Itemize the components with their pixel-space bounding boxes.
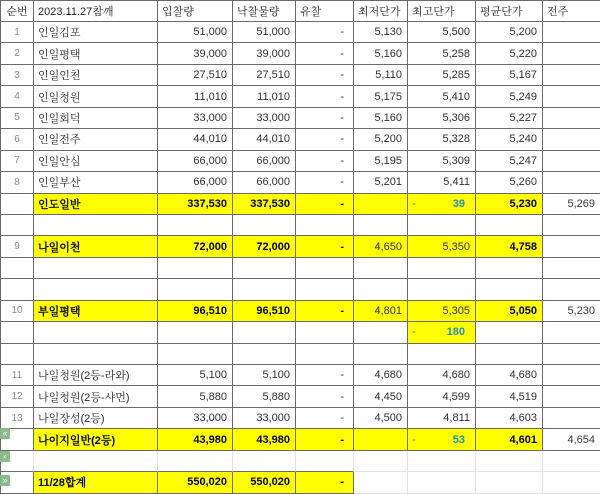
cell-no[interactable]: 7	[1, 151, 34, 172]
difference-value	[408, 198, 470, 210]
cell-bid[interactable]: 44,010	[158, 129, 233, 150]
cell-name[interactable]: 부일평택	[34, 301, 158, 322]
cell-bid[interactable]: 96,510	[158, 301, 233, 322]
cell-fail[interactable]	[296, 344, 354, 365]
cell-prev[interactable]	[543, 65, 600, 86]
cell-bid[interactable]: 39,000	[158, 43, 233, 64]
table-row	[1, 301, 600, 322]
table-row	[1, 365, 600, 386]
cell-prev[interactable]	[543, 108, 600, 129]
cell-prev[interactable]	[543, 151, 600, 172]
cell-max[interactable]: 4,811	[408, 408, 476, 429]
cell-fail[interactable]: -	[296, 429, 354, 450]
cell-prev[interactable]	[543, 472, 600, 493]
cell-bid[interactable]: 337,530	[158, 194, 233, 215]
cell-no[interactable]: 11	[1, 365, 34, 386]
cell-no[interactable]	[1, 279, 34, 300]
cell-bid[interactable]: 66,000	[158, 172, 233, 193]
cell-avg[interactable]: 5,240	[476, 129, 543, 150]
cell-fail[interactable]: -	[296, 129, 354, 150]
table-row	[1, 194, 600, 215]
cell-prev[interactable]: 5,269	[543, 194, 600, 215]
minus-sign: -	[412, 197, 416, 210]
cell-bid[interactable]	[158, 451, 233, 472]
cell-name[interactable]: 나일이천	[34, 236, 158, 257]
cell-avg[interactable]: 4,603	[476, 408, 543, 429]
cell-bid[interactable]	[158, 322, 233, 343]
cell-bid[interactable]: 33,000	[158, 408, 233, 429]
cell-name[interactable]: 인일전주	[34, 129, 158, 150]
cell-max[interactable]	[408, 258, 476, 279]
table-row	[1, 472, 600, 493]
cell-won[interactable]: 44,010	[233, 129, 296, 150]
cell-won[interactable]	[233, 322, 296, 343]
cell-won[interactable]: 66,000	[233, 172, 296, 193]
cell-min[interactable]: 4,801	[354, 301, 408, 322]
cell-avg[interactable]	[476, 344, 543, 365]
cell-bid[interactable]: 43,980	[158, 429, 233, 450]
cell-min[interactable]: 5,160	[354, 108, 408, 129]
cell-prev[interactable]: 5,230	[543, 301, 600, 322]
cell-avg[interactable]: 5,167	[476, 65, 543, 86]
cell-avg[interactable]: 5,050	[476, 301, 543, 322]
header-won[interactable]: 낙찰물량	[233, 1, 296, 22]
cell-name[interactable]	[34, 451, 158, 472]
outline-marker-icon[interactable]: «	[0, 428, 10, 439]
cell-fail[interactable]	[296, 279, 354, 300]
cell-name[interactable]: 인일회덕	[34, 108, 158, 129]
cell-won[interactable]	[233, 258, 296, 279]
cell-min[interactable]	[354, 258, 408, 279]
cell-avg[interactable]	[476, 279, 543, 300]
cell-min[interactable]	[354, 279, 408, 300]
cell-won[interactable]: 43,980	[233, 429, 296, 450]
cell-min[interactable]: 5,130	[354, 22, 408, 43]
cell-name[interactable]: 인일김포	[34, 22, 158, 43]
cell-no[interactable]	[1, 344, 34, 365]
table-row	[1, 86, 600, 107]
cell-prev[interactable]	[543, 258, 600, 279]
cell-min[interactable]: 5,160	[354, 43, 408, 64]
table-row	[1, 22, 600, 43]
cell-fail[interactable]	[296, 215, 354, 236]
table-row	[1, 451, 600, 472]
cell-fail[interactable]: -	[296, 108, 354, 129]
cell-no[interactable]	[1, 258, 34, 279]
cell-prev[interactable]	[543, 86, 600, 107]
header-min[interactable]: 최저단가	[354, 1, 408, 22]
cell-min[interactable]: 4,450	[354, 386, 408, 407]
cell-prev[interactable]	[543, 322, 600, 343]
cell-won[interactable]	[233, 215, 296, 236]
cell-bid[interactable]	[158, 215, 233, 236]
cell-won[interactable]	[233, 451, 296, 472]
cell-fail[interactable]: -	[296, 365, 354, 386]
header-name[interactable]: 2023.11.27참깨	[34, 1, 158, 22]
cell-fail[interactable]	[296, 258, 354, 279]
header-max[interactable]: 최고단가	[408, 1, 476, 22]
difference-value	[408, 434, 470, 446]
cell-bid[interactable]: 5,100	[158, 365, 233, 386]
table-row	[1, 65, 600, 86]
cell-avg[interactable]: 4,758	[476, 236, 543, 257]
cell-max[interactable]: 5,309	[408, 151, 476, 172]
cell-won[interactable]: 66,000	[233, 151, 296, 172]
cell-prev[interactable]	[543, 172, 600, 193]
minus-sign: -	[412, 326, 416, 339]
cell-bid[interactable]	[158, 258, 233, 279]
cell-prev[interactable]	[543, 344, 600, 365]
outline-marker-icon[interactable]: »	[0, 475, 10, 486]
cell-min[interactable]: 4,650	[354, 236, 408, 257]
cell-min[interactable]: 5,201	[354, 172, 408, 193]
cell-avg[interactable]	[476, 322, 543, 343]
cell-min[interactable]	[354, 215, 408, 236]
difference-number: 180	[446, 326, 465, 339]
cell-no[interactable]: 5	[1, 108, 34, 129]
cell-bid[interactable]: 33,000	[158, 108, 233, 129]
cell-max[interactable]: 5,258	[408, 43, 476, 64]
cell-no[interactable]: 9	[1, 236, 34, 257]
cell-fail[interactable]	[296, 322, 354, 343]
cell-won[interactable]: 72,000	[233, 236, 296, 257]
cell-max[interactable]	[408, 215, 476, 236]
cell-prev[interactable]	[543, 365, 600, 386]
cell-won[interactable]: 27,510	[233, 65, 296, 86]
cell-bid[interactable]: 66,000	[158, 151, 233, 172]
cell-fail[interactable]: -	[296, 236, 354, 257]
cell-min[interactable]: 4,500	[354, 408, 408, 429]
cell-won[interactable]	[233, 279, 296, 300]
table-row	[1, 236, 600, 257]
cell-min[interactable]	[354, 344, 408, 365]
cell-no[interactable]: 6	[1, 129, 34, 150]
cell-min[interactable]: 5,195	[354, 151, 408, 172]
cell-max[interactable]: 5,350	[408, 236, 476, 257]
cell-name[interactable]	[34, 279, 158, 300]
cell-bid[interactable]: 27,510	[158, 65, 233, 86]
header-row	[1, 1, 600, 22]
cell-won[interactable]: 550,020	[233, 472, 296, 493]
table-row	[1, 108, 600, 129]
outline-marker-icon[interactable]: ‹	[0, 451, 10, 462]
cell-name[interactable]: 인일평택	[34, 43, 158, 64]
cell-max[interactable]	[408, 344, 476, 365]
minus-sign: -	[412, 433, 416, 446]
cell-name[interactable]: 인일부산	[34, 172, 158, 193]
table-row	[1, 279, 600, 300]
table-row	[1, 258, 600, 279]
cell-bid[interactable]	[158, 279, 233, 300]
cell-won[interactable]: 51,000	[233, 22, 296, 43]
cell-name[interactable]	[34, 258, 158, 279]
cell-bid[interactable]	[158, 344, 233, 365]
cell-won[interactable]	[233, 344, 296, 365]
cell-no[interactable]	[1, 194, 34, 215]
header-no[interactable]: 순번	[1, 1, 34, 22]
cell-no[interactable]	[1, 322, 34, 343]
cell-prev[interactable]	[543, 408, 600, 429]
cell-avg[interactable]	[476, 472, 543, 493]
cell-name[interactable]	[34, 344, 158, 365]
cell-bid[interactable]: 5,880	[158, 386, 233, 407]
cell-max[interactable]: 5,306	[408, 108, 476, 129]
cell-prev[interactable]	[543, 22, 600, 43]
cell-max[interactable]: 5,411	[408, 172, 476, 193]
difference-number: 53	[452, 433, 465, 446]
cell-max[interactable]: 5,285	[408, 65, 476, 86]
cell-min[interactable]	[354, 194, 408, 215]
cell-min[interactable]	[354, 451, 408, 472]
cell-max[interactable]: 5,500	[408, 22, 476, 43]
cell-bid[interactable]: 550,020	[158, 472, 233, 493]
cell-name[interactable]	[34, 322, 158, 343]
cell-avg[interactable]: 5,260	[476, 172, 543, 193]
cell-bid[interactable]: 51,000	[158, 22, 233, 43]
cell-avg[interactable]: 4,680	[476, 365, 543, 386]
cell-min[interactable]	[354, 472, 408, 493]
difference-number: 39	[452, 197, 465, 210]
cell-avg[interactable]: 5,227	[476, 108, 543, 129]
cell-max[interactable]	[408, 472, 476, 493]
table-row	[1, 172, 600, 193]
table-row	[1, 129, 600, 150]
cell-min[interactable]: 5,110	[354, 65, 408, 86]
table-row	[1, 344, 600, 365]
cell-no[interactable]: 1	[1, 22, 34, 43]
cell-prev[interactable]	[543, 215, 600, 236]
table-row	[1, 151, 600, 172]
cell-avg[interactable]: 5,220	[476, 43, 543, 64]
cell-avg[interactable]: 4,519	[476, 386, 543, 407]
cell-fail[interactable]: -	[296, 408, 354, 429]
cell-max[interactable]: 5,305	[408, 301, 476, 322]
table-row	[1, 386, 600, 407]
cell-no[interactable]: 12	[1, 386, 34, 407]
cell-no[interactable]: 4	[1, 86, 34, 107]
cell-won[interactable]: 5,880	[233, 386, 296, 407]
cell-avg[interactable]: 5,200	[476, 22, 543, 43]
cell-won[interactable]: 337,530	[233, 194, 296, 215]
cell-no[interactable]	[1, 215, 34, 236]
table-row	[1, 43, 600, 64]
cell-name[interactable]: 나일장성(2등)	[34, 408, 158, 429]
table-row	[1, 215, 600, 236]
cell-no[interactable]: 10	[1, 301, 34, 322]
cell-avg[interactable]: 5,230	[476, 194, 543, 215]
cell-avg[interactable]	[476, 215, 543, 236]
cell-name[interactable]: 나일청원(2등-라와)	[34, 365, 158, 386]
cell-name[interactable]: 나일청원(2등-샤먼)	[34, 386, 158, 407]
cell-name[interactable]: 인일인천	[34, 65, 158, 86]
cell-max[interactable]	[408, 451, 476, 472]
cell-fail[interactable]	[296, 451, 354, 472]
cell-name[interactable]: 인일청원	[34, 86, 158, 107]
cell-no[interactable]: 2	[1, 43, 34, 64]
header-avg[interactable]: 평균단가	[476, 1, 543, 22]
cell-min[interactable]: 4,680	[354, 365, 408, 386]
cell-name[interactable]: 인일안심	[34, 151, 158, 172]
cell-fail[interactable]: -	[296, 172, 354, 193]
sheet-body	[1, 1, 600, 494]
cell-prev[interactable]	[543, 279, 600, 300]
cell-prev[interactable]	[543, 43, 600, 64]
cell-max[interactable]	[408, 279, 476, 300]
cell-max[interactable]	[408, 322, 476, 343]
cell-avg[interactable]	[476, 258, 543, 279]
cell-fail[interactable]: -	[296, 386, 354, 407]
cell-fail[interactable]: -	[296, 194, 354, 215]
cell-fail[interactable]: -	[296, 151, 354, 172]
cell-min[interactable]: 5,175	[354, 86, 408, 107]
cell-avg[interactable]	[476, 451, 543, 472]
cell-avg[interactable]: 5,247	[476, 151, 543, 172]
cell-won[interactable]: 33,000	[233, 408, 296, 429]
cell-max[interactable]: 5,328	[408, 129, 476, 150]
cell-avg[interactable]: 4,601	[476, 429, 543, 450]
table-row	[1, 429, 600, 450]
cell-max[interactable]: 4,680	[408, 365, 476, 386]
cell-min[interactable]	[354, 429, 408, 450]
cell-fail[interactable]: -	[296, 86, 354, 107]
difference-value	[408, 326, 470, 338]
cell-no[interactable]: 13	[1, 408, 34, 429]
cell-no[interactable]: 8	[1, 172, 34, 193]
cell-won[interactable]: 96,510	[233, 301, 296, 322]
cell-avg[interactable]: 5,249	[476, 86, 543, 107]
cell-name[interactable]	[34, 215, 158, 236]
cell-won[interactable]: 39,000	[233, 43, 296, 64]
cell-no[interactable]: 3	[1, 65, 34, 86]
cell-prev[interactable]	[543, 129, 600, 150]
cell-prev[interactable]: 4,654	[543, 429, 600, 450]
cell-fail[interactable]: -	[296, 65, 354, 86]
cell-prev[interactable]	[543, 386, 600, 407]
cell-won[interactable]: 5,100	[233, 365, 296, 386]
cell-max[interactable]: 4,599	[408, 386, 476, 407]
cell-prev[interactable]	[543, 451, 600, 472]
cell-fail[interactable]: -	[296, 22, 354, 43]
cell-max[interactable]: 5,410	[408, 86, 476, 107]
cell-max[interactable]	[408, 194, 476, 215]
header-bid[interactable]: 입찰량	[158, 1, 233, 22]
cell-name[interactable]: 나이지일반(2등)	[34, 429, 158, 450]
cell-name[interactable]: 인도일반	[34, 194, 158, 215]
cell-fail[interactable]: -	[296, 472, 354, 493]
cell-fail[interactable]: -	[296, 301, 354, 322]
cell-bid[interactable]: 11,010	[158, 86, 233, 107]
cell-won[interactable]: 33,000	[233, 108, 296, 129]
cell-fail[interactable]: -	[296, 43, 354, 64]
table-row	[1, 408, 600, 429]
table-row	[1, 322, 600, 343]
cell-prev[interactable]	[543, 236, 600, 257]
header-fail[interactable]: 유찰	[296, 1, 354, 22]
cell-min[interactable]: 5,200	[354, 129, 408, 150]
cell-bid[interactable]: 72,000	[158, 236, 233, 257]
cell-name[interactable]: 11/28합계	[34, 472, 158, 493]
header-prev[interactable]: 전주	[543, 1, 600, 22]
cell-max[interactable]	[408, 429, 476, 450]
cell-won[interactable]: 11,010	[233, 86, 296, 107]
cell-min[interactable]	[354, 322, 408, 343]
